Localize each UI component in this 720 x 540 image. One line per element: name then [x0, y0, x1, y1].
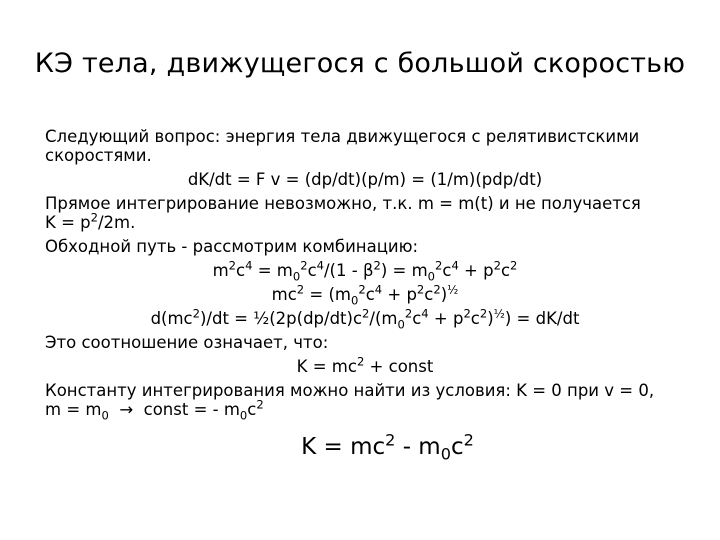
equation-mc2: $mc^2 = (m_0^2c^4 + p^2c^2)^{\frac{1}{2}}$	[271, 282, 459, 308]
question-line-1: Следующий вопрос: энергия тела движущегося с релятивистскими	[45, 127, 640, 146]
equation-dk-dt: dK/dt = F v = (dp/dt)(p/m) = (1/m)(pdp/dt)	[187, 170, 543, 189]
meaning-line: Это соотношение означает, что:	[45, 333, 329, 352]
final-formula: $K = mc^2 - m_0c^2$	[301, 430, 474, 464]
slide-title: КЭ тела, движущегося с большой скоростью	[34, 48, 686, 79]
question-line-2: скоростями.	[45, 146, 152, 165]
slide-body	[45, 127, 685, 464]
direct-integration-line-2: $K = p^2/2m$.	[45, 210, 136, 232]
direct-integration-line-1: Прямое интегрирование невозможно, т.к. m = m(t) и не получается	[45, 194, 641, 213]
equation-k-const: $K = mc^2$ + const	[296, 354, 434, 376]
constant-line-1: Константу интегрирования можно найти из условия: K = 0 при v = 0,	[45, 381, 655, 400]
equation-m2c4: $m^2c^4 = m_0^2c^4/(1 - \beta^2) = m_0^2c^4 + p^2c^2$	[212, 258, 518, 284]
constant-line-2: $m = m_0$ → const = - $m_0c^2$	[45, 397, 264, 423]
workaround-line: Обходной путь - рассмотрим комбинацию:	[45, 237, 419, 256]
equation-d-mc2-dt: $d(mc^2)/dt$ = $\frac{1}{2}(2p(dp/dt)c^2/(m_0^2c^4 + p^2c^2)^{\frac{1}{2}}) = dK/dt$	[150, 306, 580, 332]
